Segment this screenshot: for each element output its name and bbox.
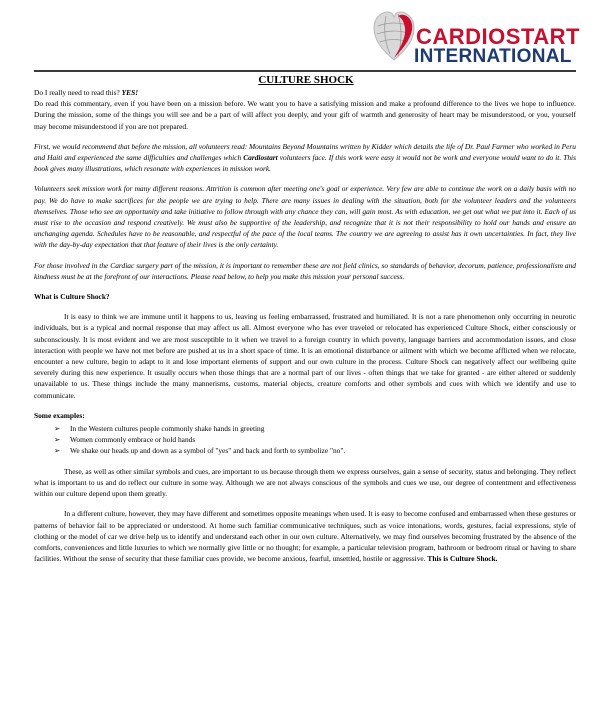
culture-shock-closing: This is Culture Shock. bbox=[427, 554, 498, 564]
intro-question-text: Do I really need to read this? bbox=[34, 88, 120, 97]
volunteers-paragraph: Volunteers seek mission work for many different reasons. Attrition is common after meeting one's goal or experience. Very few are able to continue the work on a daily basis with no pay. We do have to make sacrifices for the people we are trying to help. There are many issues in dealing with the situation, both for the volunteer leaders and the volunteers themselves. Those who see an opportunity and take initiative to follow through with any chance they can, will gain most. As with education, we get out what we put into it. Each of us must rise to the occasion and respond creatively. We must also be supportive of the leadership, and recognize that it is not their responsibility to hold our hands and ensure an unchanging agenda. Schedules have to be reasonable, and respectful of the pace of the local teams. The country we are agreeing to assist has it own uncertainties. In fact, they live with the day-by-day expectation that that feature of their lives is the only certainty. bbox=[34, 184, 576, 250]
different-culture-paragraph bbox=[34, 508, 576, 564]
heart-globe-icon bbox=[372, 10, 416, 64]
recommendation-text-a: First, we would recommend that before the mission, all volunteers read: Mountains Beyond Mountains written by Kidder which details the life of Dr. Paul Farmer who worked in Peru and Haiti and experienced the same difficulties and challenges which bbox=[34, 141, 576, 163]
document-title: CULTURE SHOCK bbox=[258, 74, 354, 86]
intro-paragraph: Do read this commentary, even if you have been on a mission before. We want you to have a satisfying mission and make a profound difference to the lives we hope to influence. During the mission, some of the things you will see and be a part of will affect you deeply, and your gift of warmth and generosity of heart may be misunderstood, or you, yourself may become misunderstood if you are not prepared. bbox=[34, 99, 576, 131]
cardiostart-logo bbox=[372, 10, 578, 70]
arrow-bullet-icon: ➢ bbox=[54, 424, 61, 434]
list-item-text: Women commonly embrace or hold hands bbox=[70, 435, 196, 445]
list-item bbox=[54, 423, 576, 434]
section-heading-examples: Some examples: bbox=[34, 410, 85, 420]
header-rule bbox=[34, 70, 576, 72]
section-heading-what-is: What is Culture Shock? bbox=[34, 292, 110, 302]
cardiac-paragraph: For those involved in the Cardiac surgery part of the mission, it is important to remember these are not field clinics, so standards of behavior, decorum, patience, professionalism and kindness must be at the forefront of our interactions. Please read below, to help you make this mission your personal success. bbox=[34, 260, 576, 281]
intro-question bbox=[34, 87, 576, 98]
arrow-bullet-icon: ➢ bbox=[54, 435, 61, 445]
recommendation-paragraph bbox=[34, 141, 576, 175]
logo-text-international: INTERNATIONAL bbox=[414, 46, 572, 67]
culture-shock-paragraph: It is easy to think we are immune until it happens to us, leaving us feeling embarrassed, frustrated and humiliated. It is not a rare phenomenon only occurring in neurotic individuals, but is a typical and normal response that may affect us all. Almost everyone who has ever traveled or relocated has experienced Culture Shock, either consciously or subconsciously. It is most evident and we are most susceptible to it when we travel to a foreign country in which poverty, language barriers and accommodation issues, and close interaction with people we have not met before are pushed at us in a short space of time. It is an emotional disturbance or ailment with which we become afflicted when we relocate, encounter a new culture, begin to adapt to it and lose important elements of support and our own culture in the process. Culture Shock can negatively affect our wellbeing quite severely during this new experience. It usually occurs when those things that are a normal part of our lives - often things that we take for granted - are either altered or suddenly unavailable to us. These things include the many mannerisms, customs, material objects, creature comforts and other symbols and cues with which we identify and use to communicate. bbox=[34, 312, 576, 400]
logo-text-cardiostart: CARDIOSTART bbox=[416, 24, 580, 49]
list-item bbox=[54, 445, 576, 456]
examples-list bbox=[54, 423, 576, 457]
different-culture-text: In a different culture, however, they may have different and sometimes opposite meanings when used. It is easy to become confused and embarrassed when these gestures or patterns of behavior fail to be appreciated or understood. At home such familiar communicative techniques, such as voice intonations, words, gestures, facial expressions, style of clothing or the model of car we drive help us to identify and understand each other in our own culture. Alternatively, we may find ourselves becoming frustrated by the absence of the comforts, conveniences and little luxuries to which we normally give little or no thought; for example, a particular television program, bathroom or bedroom ritual or having to share facilities. Without the sense of security that these familiar cues provide, we become anxious, fearful, unsettled, hostile or aggressive. bbox=[34, 509, 576, 564]
list-item-text: In the Western cultures people commonly shake hands in greeting bbox=[70, 424, 265, 434]
intro-yes: YES! bbox=[121, 88, 139, 97]
list-item-text: We shake our heads up and down as a symbol of "yes" and back and forth to symbolize "no". bbox=[70, 446, 346, 456]
document-body bbox=[34, 87, 576, 564]
list-item bbox=[54, 434, 576, 445]
cardiostart-bold: Cardiostart bbox=[243, 153, 278, 163]
recommendation-text-c: volunteers face. If this work were easy it would not be work and everyone would want to do it. This book gives many illustrations, which resonate with experiences in mission work. bbox=[34, 153, 576, 174]
symbols-paragraph: These, as well as other similar symbols and cues, are important to us because through them we express ourselves, gain a sense of security, status and belonging. They reflect what is important to us and do reflect our culture in some way. Although we are not always conscious of the symbols and cues we use, our degree of contentment and effectiveness within our culture depend upon them greatly. bbox=[34, 466, 576, 499]
arrow-bullet-icon: ➢ bbox=[54, 446, 61, 456]
